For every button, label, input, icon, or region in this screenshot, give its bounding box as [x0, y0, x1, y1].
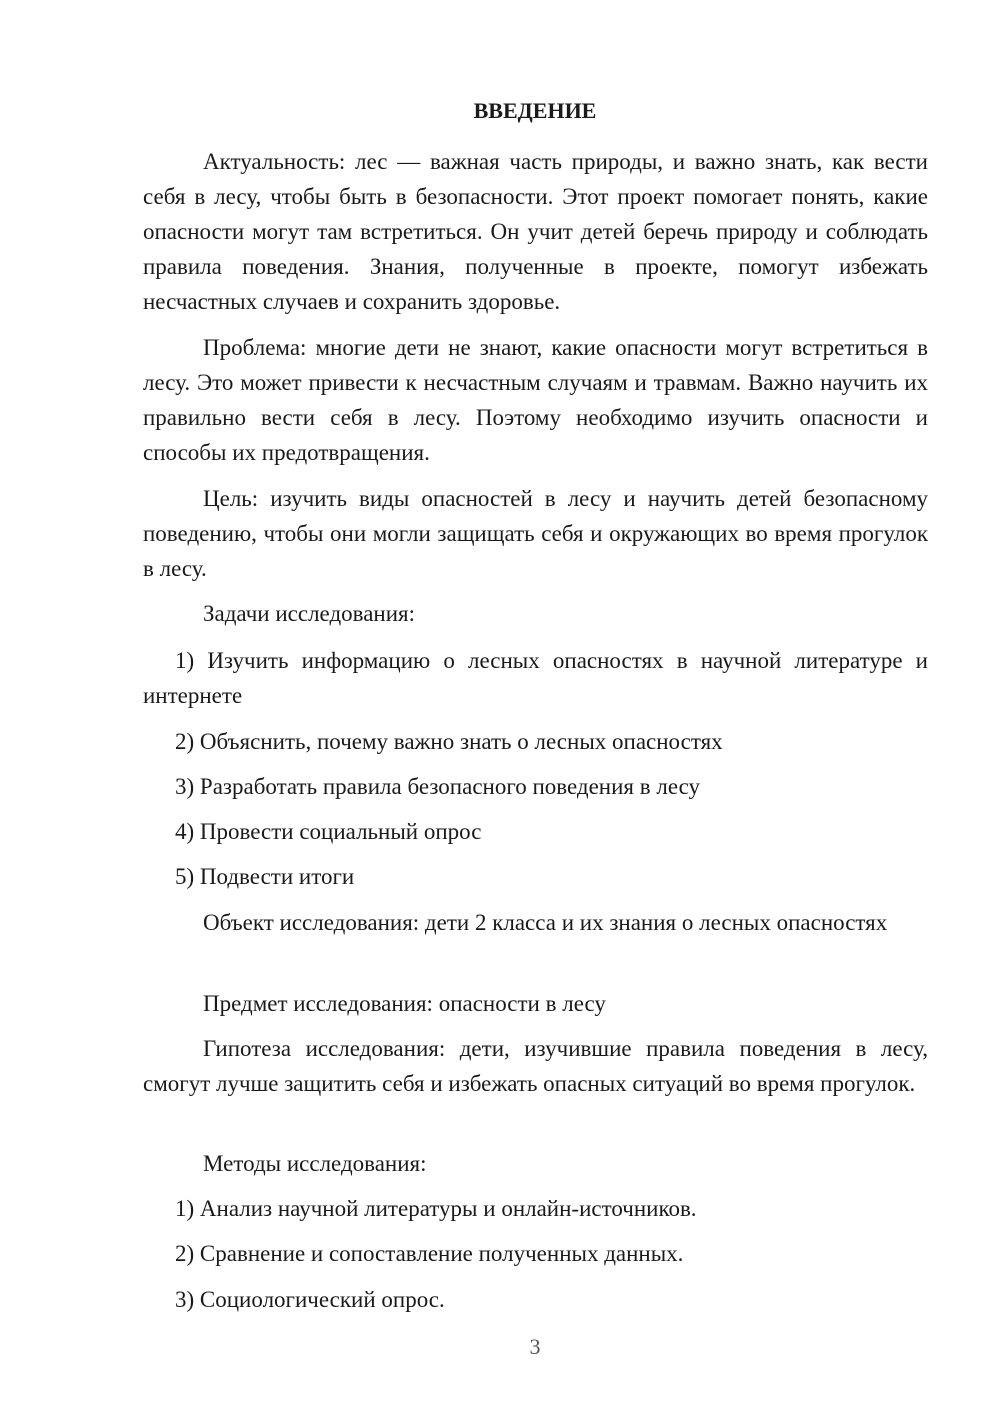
object-paragraph: Объект исследования: дети 2 класса и их знания о лесных опасностях — [203, 910, 888, 935]
task-item-2: 2) Объяснить, почему важно знать о лесных опасностях — [175, 729, 723, 754]
method-item-2: 2) Сравнение и сопоставление полученных данных. — [175, 1241, 684, 1266]
task-item-5: 5) Подвести итоги — [175, 864, 355, 889]
hypothesis-paragraph: Гипотеза исследования: дети, изучившие правила поведения в лесу, смогут лучше защитить себя и избежать опасных ситуаций во время прогулок. — [143, 1036, 928, 1096]
tasks-heading: Задачи исследования: — [203, 601, 416, 626]
task-item-1: 1) Изучить информацию о лесных опасностях в научной литературе и интернете — [143, 648, 928, 708]
goal-paragraph: Цель: изучить виды опасностей в лесу и научить детей безопасному поведению, чтобы они могли защищать себя и окружающих во время прогулок в лесу. — [143, 486, 928, 581]
problem-paragraph: Проблема: многие дети не знают, какие опасности могут встретиться в лесу. Это может привести к несчастным случаям и травмам. Важно научить их правильно вести себя в лесу. Поэтому необходимо изучить опасности и способы их предотвращения. — [143, 335, 928, 465]
task-item-3: 3) Разработать правила безопасного поведения в лесу — [175, 774, 701, 799]
page-title: ВВЕДЕНИЕ — [473, 98, 597, 123]
task-item-4: 4) Провести социальный опрос — [175, 819, 482, 844]
page-number: 3 — [529, 1334, 541, 1359]
relevance-paragraph: Актуальность: лес — важная часть природы, и важно знать, как вести себя в лесу, чтобы быть в безопасности. Этот проект помогает понять, какие опасности могут там встретиться. Он учит детей беречь природу и соблюдать правила поведения. Знания, полученные в проекте, помогут избежать несчастных случаев и сохранить здоровье. — [143, 149, 928, 314]
method-item-3: 3) Социологический опрос. — [175, 1287, 445, 1312]
subject-paragraph: Предмет исследования: опасности в лесу — [203, 991, 606, 1016]
method-item-1: 1) Анализ научной литературы и онлайн-источников. — [175, 1196, 697, 1221]
methods-heading: Методы исследования: — [203, 1151, 427, 1176]
